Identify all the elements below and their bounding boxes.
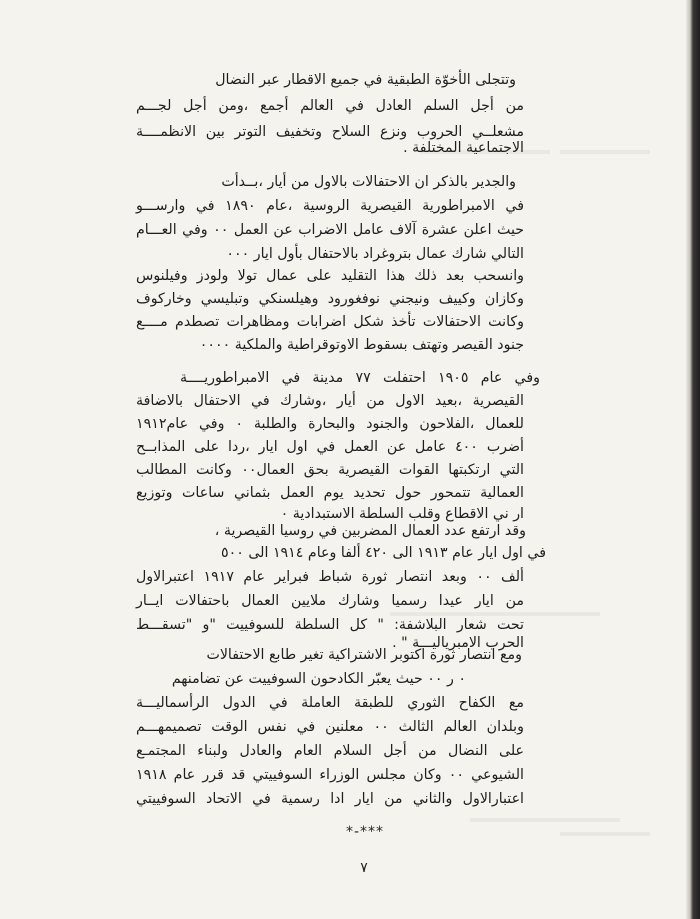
text-line: الحرب الامبرياليـــة " . [392, 635, 524, 651]
text-line: في الامبراطورية القيصرية الروسية ،عام ١٨٩٠ في وارســـو [136, 198, 524, 214]
text-line: ار ني الاقطاع وقلب السلطة الاستبدادية ٠ [280, 506, 524, 522]
text-line: والجدير بالذكر ان الاحتفالات بالاول من أيار ،بــدأت [221, 174, 516, 190]
text-line: من ايار عيدا رسميا وشارك ملايين العمال باحتفالات ايــار [136, 593, 524, 609]
text-line: للعمال ،الفلاحون والجنود والبحارة والطلبة ٠ وفي عام١٩١٢ [136, 416, 524, 432]
text-line: من أجل السلم العادل في العالم أجمع ،ومن أجل لجـــم [136, 98, 524, 114]
text-line: وتتجلى الأخوّة الطبقية في جميع الاقطار عبر النضال [215, 72, 516, 88]
section-separator: *-*** [345, 824, 385, 840]
text-line: وكانت الاحتفالات تأخذ شكل اضرابات ومظاهرات تصطدم مــــع [136, 314, 524, 330]
text-line: وقد ارتفع عدد العمال المضربين في روسيا القيصرية ، [214, 523, 526, 539]
text-line: التالي شارك عمال بتروغراد بالاحتفال بأول ايار ٠٠٠ [226, 246, 524, 262]
text-line: وفي عام ١٩٠٥ احتفلت ٧٧ مدينة في الامبراطوريــــة [180, 370, 540, 386]
text-line: التي ارتكبتها القوات القيصرية بحق العمال٠٠ وكانت المطالب [136, 462, 525, 478]
page-binding-edge [686, 0, 700, 919]
bleed-through-mark [470, 818, 620, 822]
text-line: على النضال من أجل السلام العام والعادل ولبناء المجتمـع [136, 743, 524, 759]
text-line: جنود القيصر وتهتف بسقوط الاوتوقراطية والملكية ٠٠٠٠ [199, 337, 524, 353]
text-line: الاجتماعية المختلفة . [403, 140, 524, 156]
text-line: وبلدان العالم الثالث ٠٠ معلنين في نفس الوقت تصميمهـــم [136, 719, 524, 735]
text-line: ٠ ر ٠٠ حيث يعبّر الكادحون السوفييت عن تضامنهم [171, 671, 466, 687]
page-number: ٧ [360, 860, 368, 876]
text-line: القيصرية ،بعيد الاول من أيار ،وشارك في الاحتفال بالاضافة [136, 393, 524, 409]
text-line: ومع انتصار ثورة اكتوبر الاشتراكية تغير طابع الاحتفالات [206, 647, 522, 663]
text-line: اعتبارالاول والثاني من ايار ادا رسمية في الاتحاد السوفييتي [136, 791, 524, 807]
text-line: تحت شعار البلاشفة: " كل السلطة للسوفييت "و "تسقـــط [136, 617, 524, 633]
text-line: وكازان وكييف ونيجني نوفغورود وهيلسنكي وتبليسي وخاركوف [136, 291, 524, 307]
bleed-through-mark [560, 150, 650, 154]
text-line: أضرب ٤٠٠ عامل عن العمل في اول ايار ،ردا على المذابــح [136, 439, 524, 455]
text-line: العمالية تتمحور حول تحديد يوم العمل بثماني ساعات وتوزيع [136, 485, 524, 501]
text-line: في اول ايار عام ١٩١٣ الى ٤٢٠ ألفا وعام ١٩١٤ الى ٥٠٠ [220, 545, 546, 561]
text-line: وانسحب بعد ذلك هذا التقليد على عمال تولا ولودز وفيلنوس [136, 268, 524, 284]
text-line: مشعلــي الحروب ونزع السلاح وتخفيف التوتر بين الانظمــــة [136, 124, 524, 140]
text-line: حيث اعلن عشرة آلاف عامل الاضراب عن العمل ٠٠ وفي العـــام [136, 222, 525, 238]
text-line: الشيوعي ٠٠ وكان مجلس الوزراء السوفييتي قد قرر عام ١٩١٨ [136, 767, 524, 783]
bleed-through-mark [560, 832, 650, 836]
text-line: ألف ٠٠ وبعد انتصار ثورة شباط فبراير عام ١٩١٧ اعتبرالاول [136, 569, 524, 585]
text-line: مع الكفاح الثوري للطبقة العاملة في الدول الرأسماليـــة [136, 695, 524, 711]
